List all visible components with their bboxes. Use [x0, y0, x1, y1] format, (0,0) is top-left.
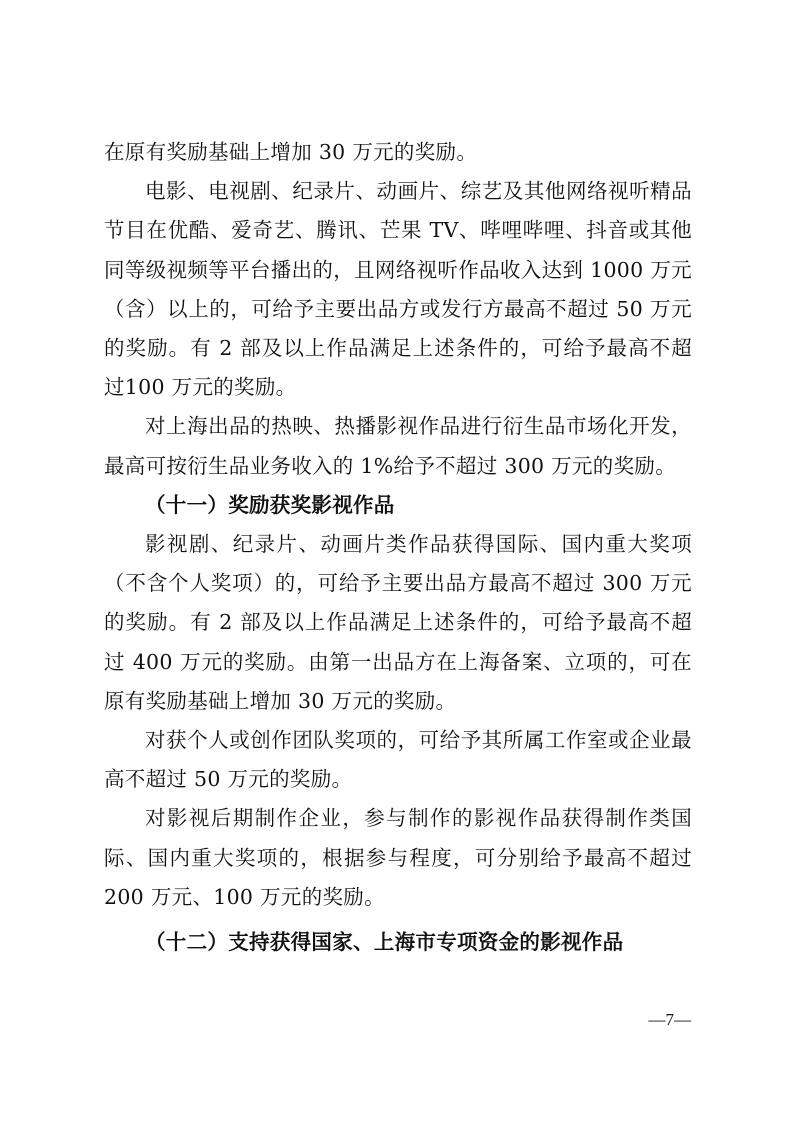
section-heading-11: （十一）奖励获奖影视作品 [145, 492, 395, 517]
section-heading-12: （十二）支持获得国家、上海市专项资金的影视作品 [145, 930, 624, 955]
paragraph-individual-awards: 对获个人或创作团队奖项的，可给予其所属工作室或企业最高不超过 50 万元的奖励。 [104, 728, 692, 792]
paragraph-post-production: 对影视后期制作企业，参与制作的影视作品获得制作类国际、国内重大奖项的，根据参与程度，可分别给予最高不超过200 万元、100 万元的奖励。 [104, 806, 692, 909]
page-number: —7— [648, 1010, 691, 1029]
paragraph-continuation: 在原有奖励基础上增加 30 万元的奖励。 [104, 140, 478, 164]
paragraph-award-winning-works: 影视剧、纪录片、动画片类作品获得国际、国内重大奖项（不含个人奖项）的，可给予主要出品方最高不超过 300 万元的奖励。有 2 部及以上作品满足上述条件的，可给予最高不超过 400 万元的奖励。由第一出品方在上海备案、立项的，可在原有奖励基础上增加 30 万元的奖励。 [104, 532, 692, 713]
paragraph-derivative-products: 对上海出品的热映、热播影视作品进行衍生品市场化开发，最高可按衍生品业务收入的 1%给予不超过 300 万元的奖励。 [104, 414, 692, 478]
paragraph-online-video-award: 电影、电视剧、纪录片、动画片、综艺及其他网络视听精品节目在优酷、爱奇艺、腾讯、芒果 TV、哔哩哔哩、抖音或其他同等级视频等平台播出的，且网络视听作品收入达到 1000 万元（含）以上的，可给予主要出品方或发行方最高不超过 50 万元的奖励。有 2 部及以上作品满足上述条件的，可给予最高不超过100 万元的奖励。 [104, 179, 692, 400]
document-body [104, 133, 692, 962]
